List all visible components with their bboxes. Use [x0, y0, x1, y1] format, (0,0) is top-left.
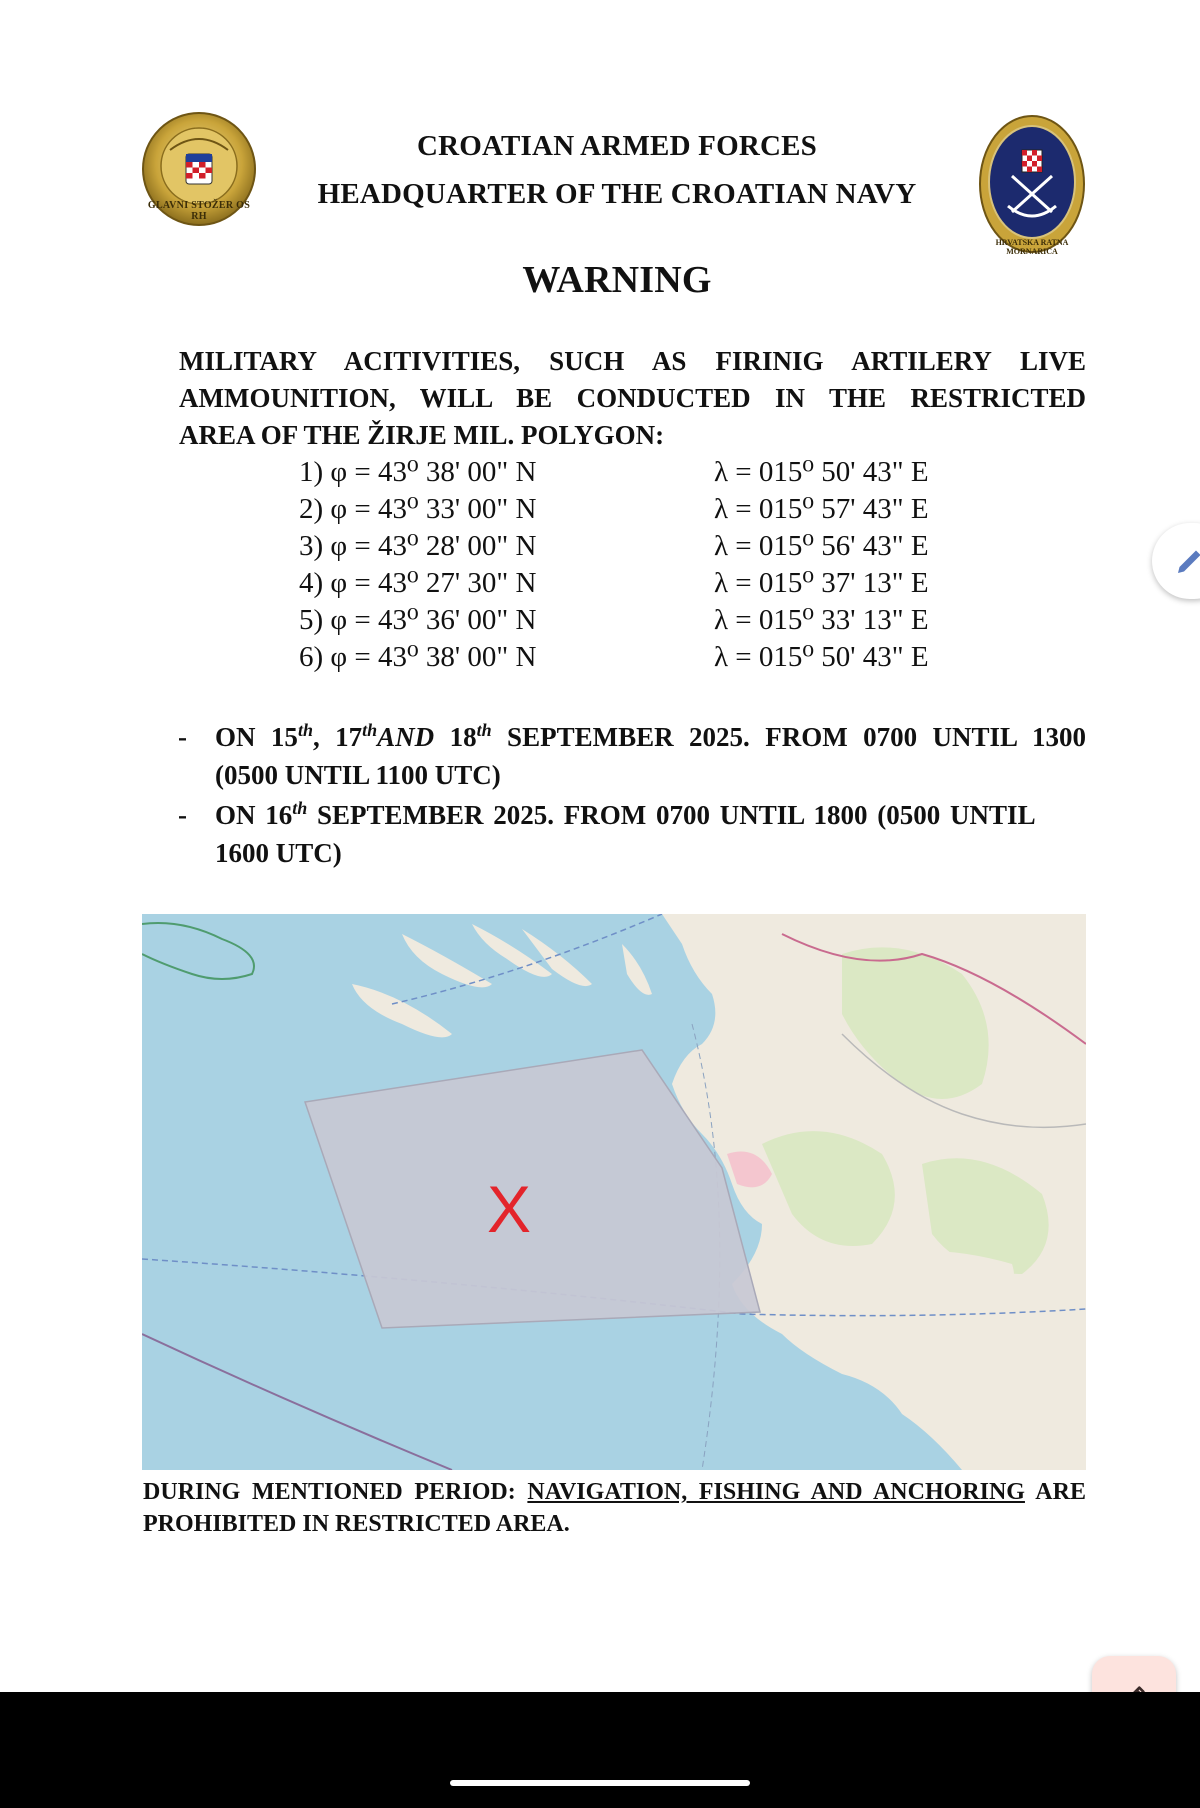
- left-emblem-text: GLAVNI STOŽER OS RH: [147, 200, 251, 222]
- coord-lat: 5) φ = 43⁰ 36' 00" N: [299, 604, 537, 636]
- coord-lat: 4) φ = 43⁰ 27' 30" N: [299, 567, 537, 599]
- intro-line-1: MILITARY ACITIVITIES, SUCH AS FIRINIG ARTILERY LIVE: [179, 346, 1086, 376]
- intro-line-3: AREA OF THE ŽIRJE MIL. POLYGON:: [179, 420, 665, 450]
- prohibition-notice: DURING MENTIONED PERIOD: NAVIGATION, FISHING AND ANCHORING ARE PROHIBITED IN RESTRICTED AREA.: [143, 1479, 1086, 1537]
- coord-lon: λ = 015⁰ 50' 43" E: [714, 456, 929, 488]
- schedule-item-1: ON 15th, 17thAND 18th SEPTEMBER 2025. FROM 0700 UNTIL 1300 (0500 UNTIL 1100 UTC): [215, 720, 1087, 790]
- right-emblem-text: HRVATSKA RATNA MORNARICA: [995, 238, 1069, 256]
- restricted-area-map[interactable]: [142, 914, 1086, 1470]
- bullet-dash: -: [178, 722, 187, 752]
- header-line-armed-forces: CROATIAN ARMED FORCES: [416, 130, 818, 162]
- system-navigation-bar: [0, 1692, 1200, 1808]
- coord-lon: λ = 015⁰ 50' 43" E: [714, 641, 929, 673]
- page-title: WARNING: [522, 259, 712, 301]
- coord-lat: 6) φ = 43⁰ 38' 00" N: [299, 641, 537, 673]
- coord-lat: 2) φ = 43⁰ 33' 00" N: [299, 493, 537, 525]
- intro-line-2: AMMOUNITION, WILL BE CONDUCTED IN THE RESTRICTED: [179, 383, 1086, 413]
- coord-lon: λ = 015⁰ 33' 13" E: [714, 604, 929, 636]
- coordinates-list: [0, 454, 1200, 684]
- coord-lat: 3) φ = 43⁰ 28' 00" N: [299, 530, 537, 562]
- restricted-area-marker: X: [487, 1172, 532, 1246]
- home-indicator[interactable]: [450, 1780, 750, 1786]
- header-line-navy: HEADQUARTER OF THE CROATIAN NAVY: [317, 178, 917, 210]
- coord-lon: λ = 015⁰ 37' 13" E: [714, 567, 929, 599]
- prohibited-activities: NAVIGATION, FISHING AND ANCHORING: [527, 1479, 1025, 1505]
- schedule-item-2: ON 16th SEPTEMBER 2025. FROM 0700 UNTIL 1800 (0500 UNTIL 1600 UTC): [215, 798, 1036, 868]
- coord-lat: 1) φ = 43⁰ 38' 00" N: [299, 456, 537, 488]
- coord-lon: λ = 015⁰ 57' 43" E: [714, 493, 929, 525]
- coord-lon: λ = 015⁰ 56' 43" E: [714, 530, 929, 562]
- pencil-icon: [1172, 543, 1200, 579]
- bullet-dash: -: [178, 800, 187, 830]
